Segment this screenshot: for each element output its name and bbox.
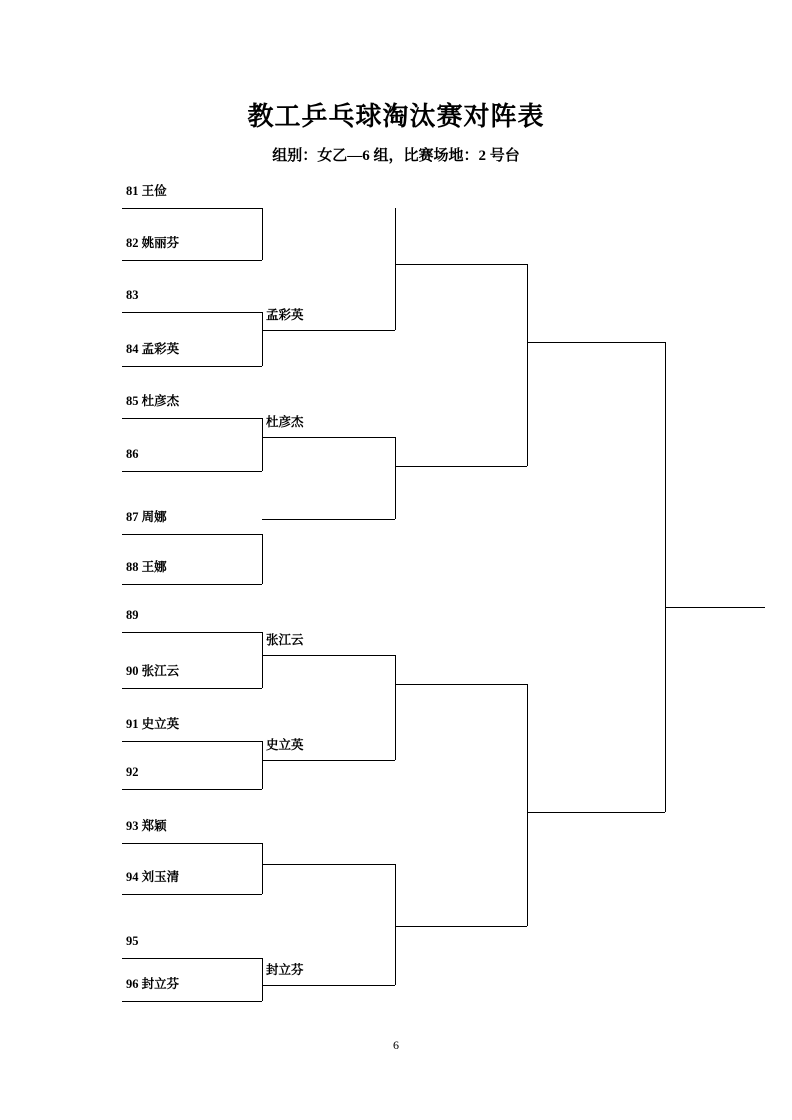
seed-line-83	[122, 312, 262, 313]
round4-line-2	[527, 812, 665, 813]
page-number: 6	[393, 1038, 399, 1052]
final-line	[665, 607, 765, 608]
connector-r1-93-94	[262, 843, 263, 894]
seed-line-88	[122, 584, 262, 585]
round2-winner-1: 孟彩英	[266, 308, 304, 322]
seed-entry-93: 93 郑颖	[126, 819, 167, 833]
seed-entry-83: 83	[126, 288, 139, 302]
seed-line-91	[122, 741, 262, 742]
seed-entry-95: 95	[126, 934, 139, 948]
seed-line-96	[122, 1001, 262, 1002]
seed-line-84	[122, 366, 262, 367]
round2-line-3	[262, 519, 395, 520]
connector-r1-85-86	[262, 418, 263, 471]
seed-line-87	[122, 534, 262, 535]
seed-entry-88: 88 王娜	[126, 560, 167, 574]
round3-line-3	[395, 684, 527, 685]
seed-entry-82: 82 姚丽芬	[126, 236, 180, 250]
round3-line-1	[395, 264, 527, 265]
round3-line-2	[395, 466, 527, 467]
connector-r1-91-92	[262, 741, 263, 789]
seed-entry-94: 94 刘玉清	[126, 870, 180, 884]
seed-line-90	[122, 688, 262, 689]
connector-r2-top2	[395, 437, 396, 519]
seed-entry-85: 85 杜彦杰	[126, 394, 180, 408]
round3-line-4	[395, 926, 527, 927]
seed-entry-92: 92	[126, 765, 139, 779]
connector-r2-top1	[395, 208, 396, 330]
round2-winner-5: 史立英	[266, 738, 304, 752]
seed-line-93	[122, 843, 262, 844]
round2-line-1	[262, 330, 395, 331]
page-title: 教工乒乓球淘汰赛对阵表	[247, 102, 545, 131]
seed-line-94	[122, 894, 262, 895]
seed-entry-91: 91 史立英	[126, 717, 180, 731]
seed-line-85	[122, 418, 262, 419]
connector-r1-89-90	[262, 632, 263, 688]
seed-entry-96: 96 封立芬	[126, 977, 180, 991]
connector-r3-bottom	[527, 684, 528, 926]
connector-r2-bot2	[395, 864, 396, 985]
connector-r1-95-96	[262, 958, 263, 1001]
seed-line-95	[122, 958, 262, 959]
seed-entry-86: 86	[126, 447, 139, 461]
seed-entry-81: 81 王俭	[126, 184, 167, 198]
round2-winner-4: 张江云	[266, 633, 304, 647]
connector-r1-83-84	[262, 312, 263, 366]
seed-entry-84: 84 孟彩英	[126, 342, 180, 356]
connector-r3-top	[527, 264, 528, 466]
round2-line-6	[262, 864, 395, 865]
seed-line-86	[122, 471, 262, 472]
connector-r4-final	[665, 342, 666, 812]
round2-winner-7: 封立芬	[266, 963, 304, 977]
connector-r2-bot1	[395, 655, 396, 760]
connector-r1-87-88	[262, 534, 263, 584]
seed-line-82	[122, 260, 262, 261]
round2-winner-2: 杜彦杰	[266, 415, 304, 429]
round4-line-1	[527, 342, 665, 343]
seed-entry-89: 89	[126, 608, 139, 622]
round2-line-5	[262, 760, 395, 761]
round2-line-4	[262, 655, 395, 656]
seed-line-81	[122, 208, 262, 209]
seed-entry-87: 87 周娜	[126, 510, 167, 524]
seed-entry-90: 90 张江云	[126, 664, 180, 678]
connector-r1-81-82	[262, 208, 263, 260]
seed-line-92	[122, 789, 262, 790]
round2-line-7	[262, 985, 395, 986]
round2-line-2	[262, 437, 395, 438]
page-subtitle: 组别：女乙—6 组，比赛场地：2 号台	[272, 148, 520, 164]
seed-line-89	[122, 632, 262, 633]
